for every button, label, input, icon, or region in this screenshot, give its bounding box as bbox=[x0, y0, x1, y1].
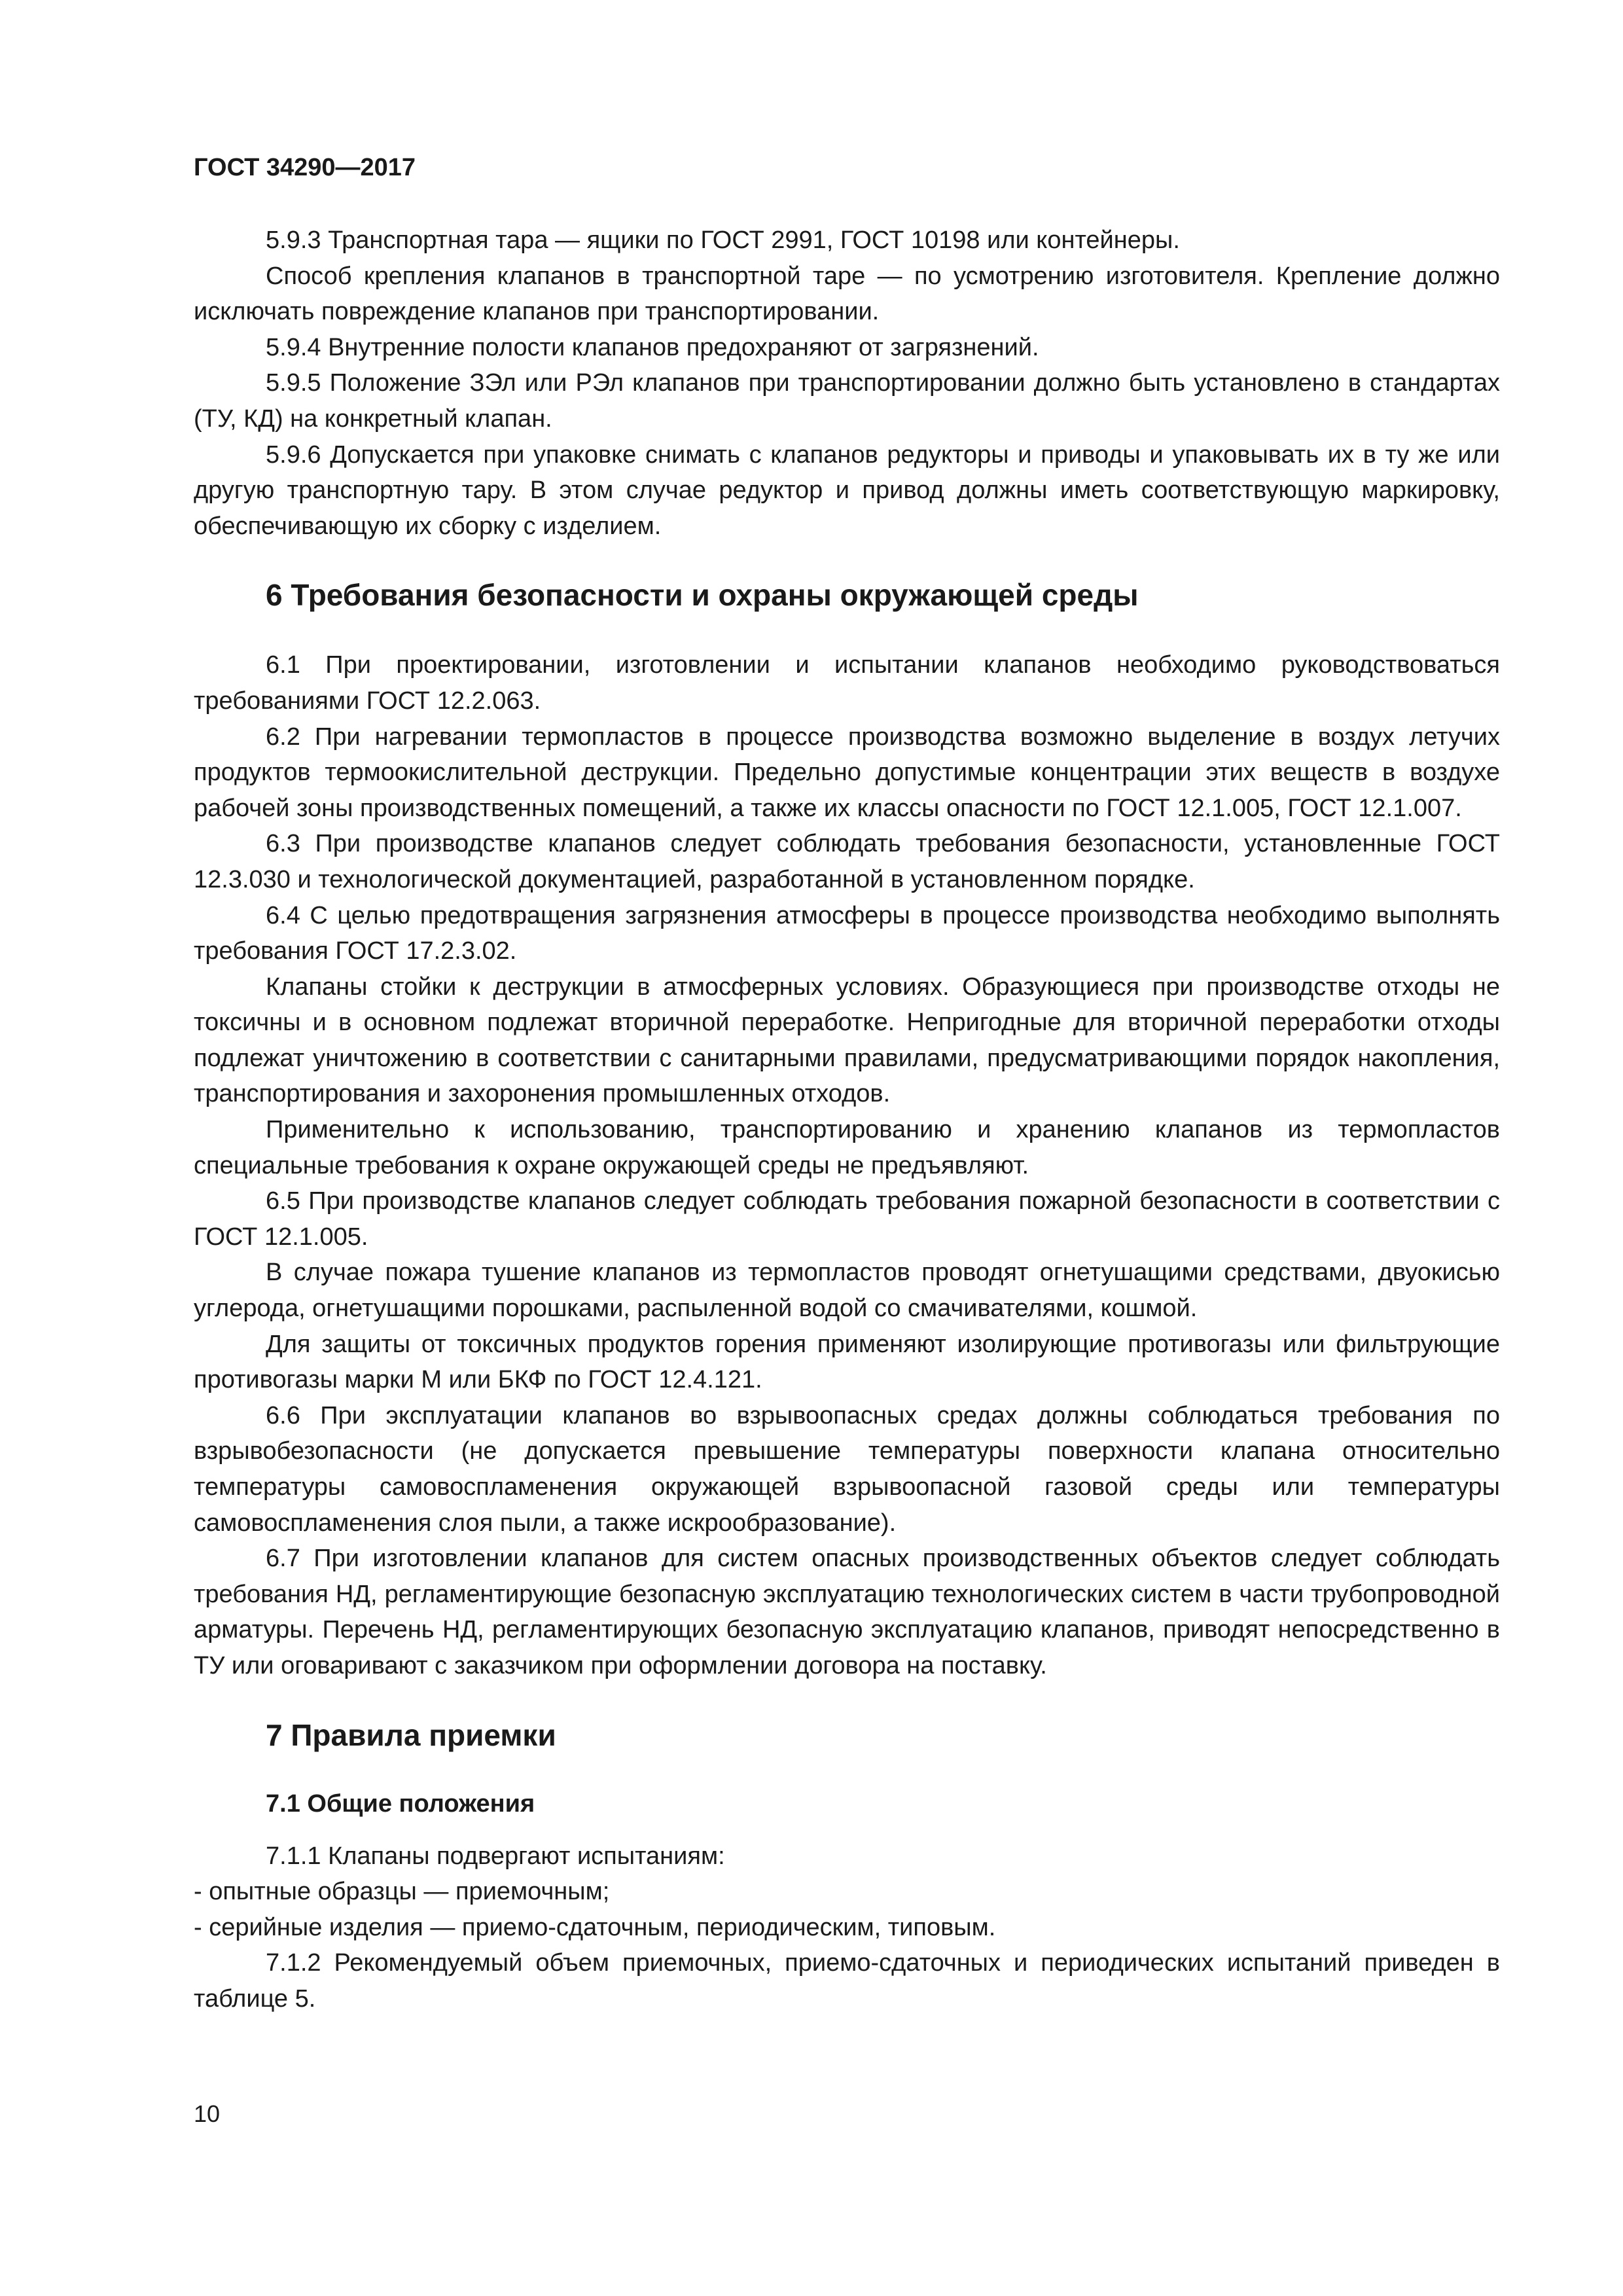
subsection-heading-7-1: 7.1 Общие положения bbox=[266, 1789, 535, 1818]
paragraph-6-6: 6.6 При эксплуатации клапанов во взрывоопасных средах должны соблюдаться требования по взрывобезопасности (не допускается превышение температуры поверхности клапана относительно температуры самовоспламенения окружающей взрывоопасной газовой среды или температуры самовоспламенения слоя пыли, а также искрообразование). bbox=[194, 1401, 1500, 1537]
running-header-doc-code: ГОСТ 34290—2017 bbox=[194, 154, 416, 181]
paragraph-5-9-6: 5.9.6 Допускается при упаковке снимать с клапанов редукторы и приводы и упаковывать их в ту же или другую транспортную тару. В этом случае редуктор и привод должны иметь соответствующую маркировку, обеспечивающую их сборку с изделием. bbox=[194, 440, 1500, 540]
page-number: 10 bbox=[194, 2100, 221, 2127]
paragraph-7-1-2: 7.1.2 Рекомендуемый объем приемочных, приемо-сдаточных и периодических испытаний приведен в таблице 5. bbox=[194, 1949, 1500, 2013]
list-item-serial-products: - серийные изделия — приемо-сдаточным, периодическим, типовым. bbox=[194, 1913, 996, 1941]
section-heading-6: 6 Требования безопасности и охраны окружающей среды bbox=[266, 578, 1139, 613]
paragraph-5-9-4: 5.9.4 Внутренние полости клапанов предохраняют от загрязнений. bbox=[266, 333, 1039, 361]
paragraph-5-9-3: 5.9.3 Транспортная тара — ящики по ГОСТ 2991, ГОСТ 10198 или контейнеры. bbox=[266, 226, 1180, 254]
page-body bbox=[194, 223, 1500, 2017]
paragraph-6-1: 6.1 При проектировании, изготовлении и испытании клапанов необходимо руководствоваться требованиями ГОСТ 12.2.063. bbox=[194, 651, 1500, 715]
paragraph-6-5: 6.5 При производстве клапанов следует соблюдать требования пожарной безопасности в соответствии с ГОСТ 12.1.005. bbox=[194, 1187, 1500, 1251]
section-heading-7: 7 Правила приемки bbox=[266, 1717, 556, 1752]
paragraph-6-4-environment: Применительно к использованию, транспортированию и хранению клапанов из термопластов специальные требования к охране окружающей среды не предъявляют. bbox=[194, 1116, 1500, 1179]
list-item-prototypes: - опытные образцы — приемочным; bbox=[194, 1878, 610, 1906]
paragraph-6-5-protection: Для защиты от токсичных продуктов горения применяют изолирующие противогазы или фильтрующие противогазы марки М или БКФ по ГОСТ 12.4.121. bbox=[194, 1330, 1500, 1394]
paragraph-5-9-3-fastening: Способ крепления клапанов в транспортной таре — по усмотрению изготовителя. Крепление должно исключать повреждение клапанов при транспортировании. bbox=[194, 262, 1500, 326]
paragraph-6-3: 6.3 При производстве клапанов следует соблюдать требования безопасности, установленные ГОСТ 12.3.030 и технологической документацией, разработанной в установленном порядке. bbox=[194, 830, 1500, 893]
paragraph-6-5-fire: В случае пожара тушение клапанов из термопластов проводят огнетушащими средствами, двуокисью углерода, огнетушащими порошками, распыленной водой со смачивателями, кошмой. bbox=[194, 1259, 1500, 1323]
paragraph-6-4: 6.4 С целью предотвращения загрязнения атмосферы в процессе производства необходимо выполнять требования ГОСТ 17.2.3.02. bbox=[194, 901, 1500, 965]
paragraph-6-4-waste: Клапаны стойки к деструкции в атмосферных условиях. Образующиеся при производстве отходы не токсичны и в основном подлежат вторичной переработке. Непригодные для вторичной переработки отходы подлежат уничтожению в соответствии с санитарными правилами, предусматривающими порядок накопления, транспортирования и захоронения промышленных отходов. bbox=[194, 973, 1500, 1108]
paragraph-5-9-5: 5.9.5 Положение ЗЭл или РЭл клапанов при транспортировании должно быть установлено в стандартах (ТУ, КД) на конкретный клапан. bbox=[194, 369, 1500, 433]
paragraph-6-7: 6.7 При изготовлении клапанов для систем опасных производственных объектов следует соблюдать требования НД, регламентирующие безопасную эксплуатацию технологических систем в части трубопроводной арматуры. Перечень НД, регламентирующих безопасную эксплуатацию клапанов, приводят непосредственно в ТУ или оговаривают с заказчиком при оформлении договора на поставку. bbox=[194, 1545, 1500, 1679]
paragraph-6-2: 6.2 При нагревании термопластов в процессе производства возможно выделение в воздух летучих продуктов термоокислительной деструкции. Предельно допустимые концентрации этих веществ в воздухе рабочей зоны производственных помещений, а также их классы опасности по ГОСТ 12.1.005, ГОСТ 12.1.007. bbox=[194, 723, 1500, 822]
paragraph-7-1-1: 7.1.1 Клапаны подвергают испытаниям: bbox=[266, 1842, 725, 1870]
